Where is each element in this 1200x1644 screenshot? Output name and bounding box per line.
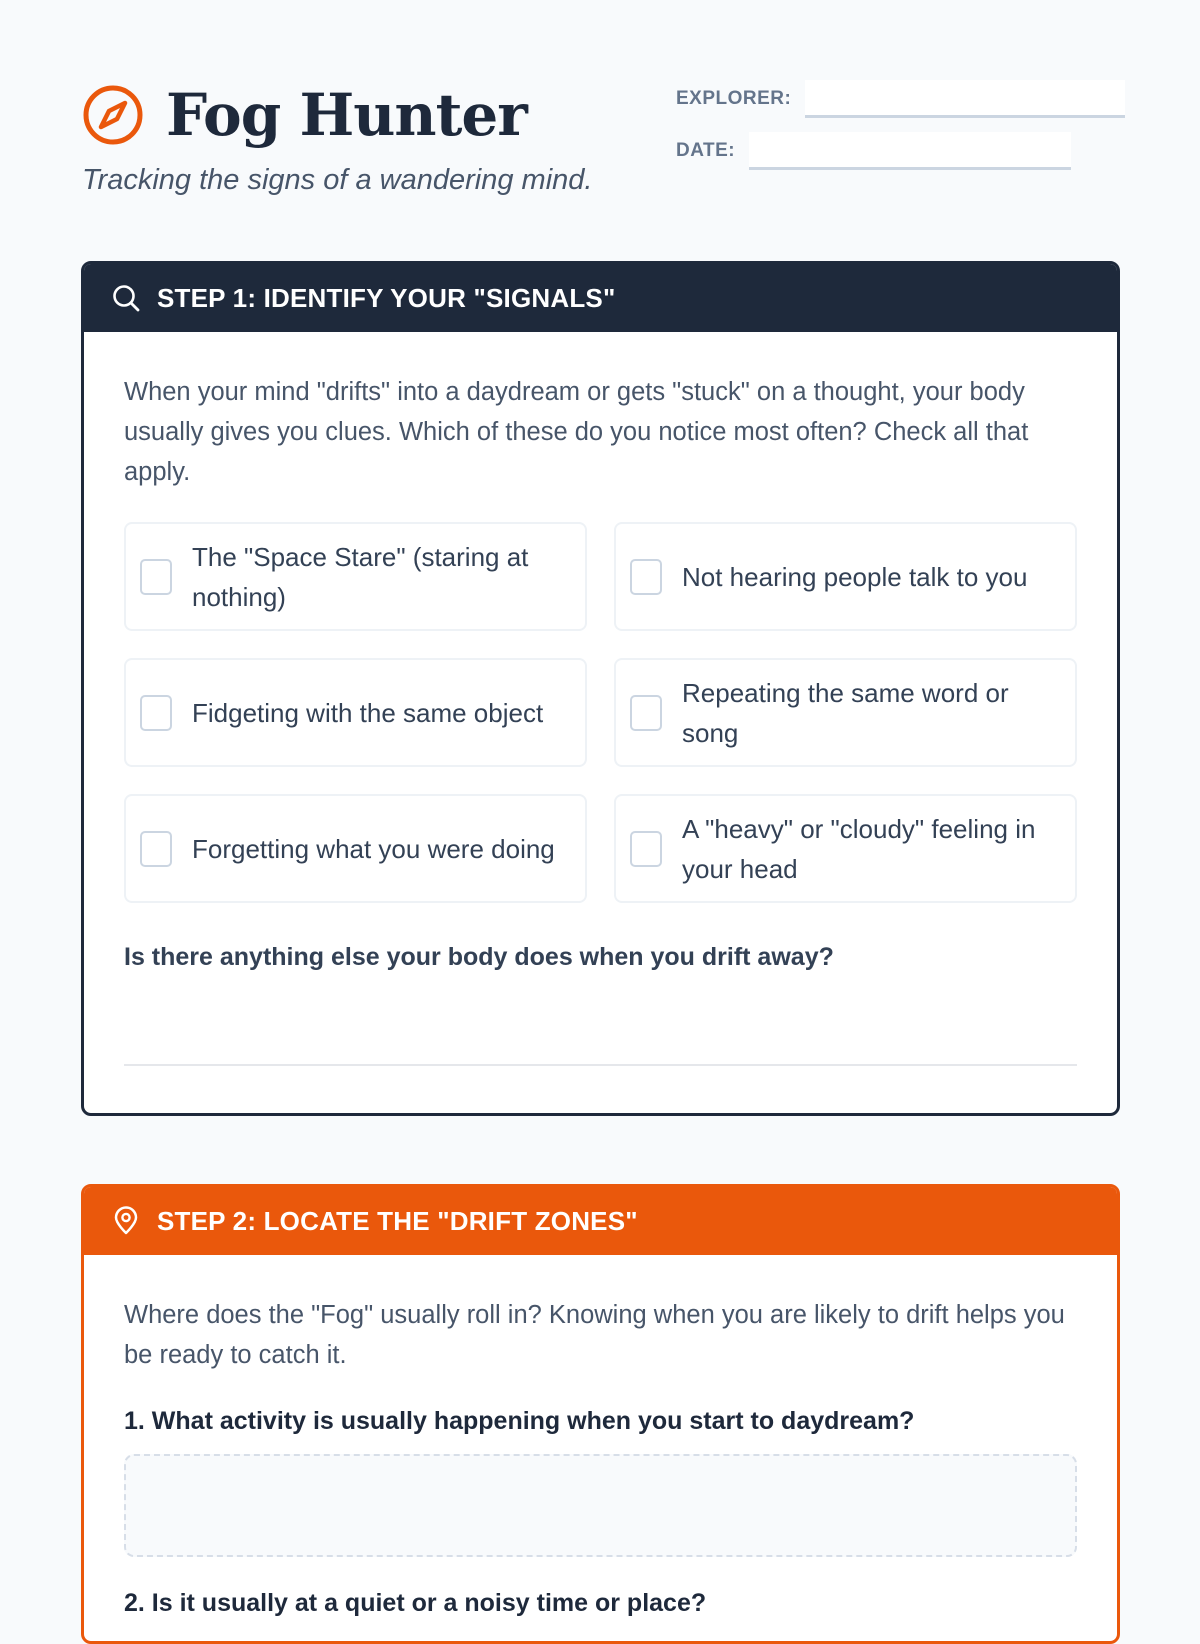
checkbox[interactable] (630, 831, 662, 867)
step2-body (84, 1255, 1117, 1618)
step1-header (84, 264, 1117, 332)
step1-title: STEP 1: IDENTIFY YOUR "SIGNALS" (157, 282, 616, 313)
signal-option[interactable] (614, 658, 1077, 767)
signal-option[interactable] (124, 794, 587, 903)
tagline: Tracking the signs of a wandering mind. (82, 164, 593, 196)
compass-icon (82, 84, 144, 146)
checkbox[interactable] (140, 695, 172, 731)
date-input[interactable] (749, 132, 1071, 170)
signal-option[interactable] (614, 794, 1077, 903)
checkbox[interactable] (140, 831, 172, 867)
logo-row (82, 80, 527, 150)
map-pin-icon (111, 1206, 141, 1236)
step1-card (81, 261, 1120, 1116)
checkbox[interactable] (630, 695, 662, 731)
step2-intro: Where does the "Fog" usually roll in? Knowing when you are likely to drift helps you be ready to catch it. (124, 1301, 1065, 1369)
signal-option[interactable] (124, 658, 587, 767)
step2-title: STEP 2: LOCATE THE "DRIFT ZONES" (157, 1205, 638, 1236)
step2-header (84, 1187, 1117, 1255)
followup-question: Is there anything else your body does when you drift away? (124, 943, 834, 971)
signal-label: A "heavy" or "cloudy" feeling in your head (682, 813, 1036, 884)
step1-body (84, 332, 1117, 1066)
signal-label: Repeating the same word or song (682, 677, 1009, 748)
step1-intro: When your mind "drifts" into a daydream or gets "stuck" on a thought, your body usually gives you clues. Which of these do you notice most often? Check all that apply. (124, 378, 1029, 486)
search-icon (111, 283, 141, 313)
step2-card (81, 1184, 1120, 1644)
signal-option[interactable] (124, 522, 587, 631)
question-1-label: 1. What activity is usually happening when you start to daydream? (124, 1407, 915, 1435)
explorer-label: EXPLORER: (676, 88, 792, 109)
signal-label: The "Space Stare" (staring at nothing) (192, 541, 529, 612)
signal-checklist (124, 522, 1077, 903)
date-field-row (676, 132, 1071, 170)
checkbox[interactable] (140, 559, 172, 595)
signal-label: Forgetting what you were doing (192, 833, 555, 864)
explorer-input[interactable] (805, 80, 1125, 118)
date-label: DATE: (676, 140, 736, 161)
question-1-answer-box[interactable] (124, 1454, 1077, 1557)
question-2-label: 2. Is it usually at a quiet or a noisy time or place? (124, 1589, 707, 1617)
checkbox[interactable] (630, 559, 662, 595)
signal-label: Not hearing people talk to you (682, 561, 1028, 592)
explorer-field-row (676, 80, 1125, 118)
followup-answer-line[interactable] (124, 1064, 1077, 1066)
app-title: Fog Hunter (166, 81, 527, 149)
signal-option[interactable] (614, 522, 1077, 631)
page-header (82, 80, 1122, 210)
signal-label: Fidgeting with the same object (192, 697, 544, 728)
